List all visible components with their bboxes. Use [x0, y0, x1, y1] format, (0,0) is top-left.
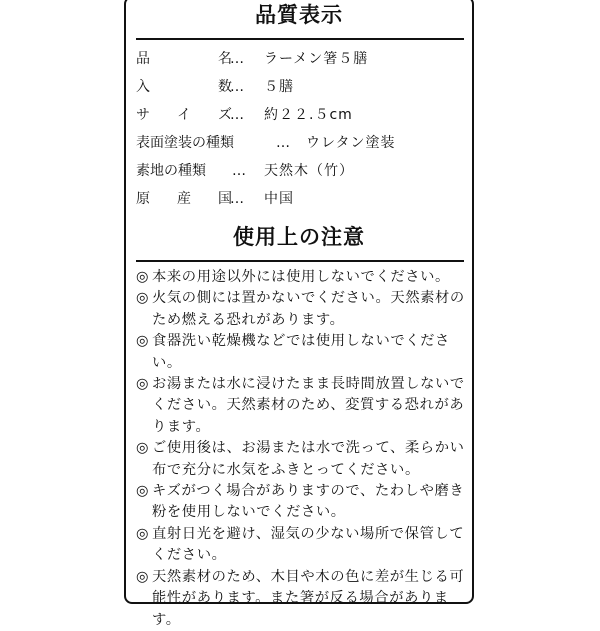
caution-item	[136, 438, 470, 481]
spec-key: 品 名	[136, 51, 232, 67]
caution-text: 直射日光を避け、湿気の少ない場所で保管してください。	[152, 525, 465, 564]
title-divider	[136, 38, 464, 40]
spec-value: ウレタン塗装	[306, 135, 396, 151]
caution-item	[136, 267, 470, 288]
caution-text: 火気の側には置かないでください。天然素材のため燃える恐れがあります。	[152, 290, 465, 328]
spec-key: 入 数	[136, 79, 232, 95]
product-label	[124, 0, 474, 628]
spec-key: 表面塗装の種類	[136, 135, 234, 151]
caution-item	[136, 567, 470, 631]
double-circle-icon: ◎	[136, 483, 150, 500]
caution-item	[136, 288, 470, 331]
spec-separator: …	[230, 51, 244, 67]
spec-separator: …	[230, 79, 244, 95]
caution-item	[136, 374, 470, 438]
caution-text: 本来の用途以外には使用しないでください。	[152, 269, 450, 285]
double-circle-icon: ◎	[136, 440, 150, 457]
spec-key: サ イ ズ	[136, 107, 232, 123]
double-circle-icon: ◎	[136, 269, 150, 285]
spec-separator: …	[276, 135, 290, 151]
caution-text: 食器洗い乾燥機などでは使用しないでください。	[152, 333, 450, 371]
caution-text: お湯または水に浸けたまま長時間放置しないでください。天然素材のため、変質する恐れがあります。	[152, 376, 465, 435]
quality-title: 品質表示	[255, 3, 343, 27]
double-circle-icon: ◎	[136, 376, 150, 393]
double-circle-icon: ◎	[136, 333, 150, 350]
caution-list	[136, 267, 470, 631]
spec-separator: …	[230, 191, 244, 207]
caution-item	[136, 481, 470, 524]
caution-text: ご使用後は、お湯または水で洗って、柔らかい布で充分に水気をふきとってください。	[152, 440, 465, 478]
double-circle-icon: ◎	[136, 525, 150, 542]
caution-text: キズがつく場合がありますので、たわしや磨き粉を使用しないでください。	[152, 483, 465, 521]
caution-item	[136, 524, 470, 567]
spec-value: ラーメン箸５膳	[264, 51, 369, 67]
double-circle-icon: ◎	[136, 568, 150, 585]
caution-title: 使用上の注意	[233, 225, 365, 249]
caution-text: 天然素材のため、木目や木の色に差が生じる可能性があります。また箸が反る場合があります。	[152, 568, 465, 628]
spec-separator: …	[230, 107, 244, 123]
spec-key: 原 産 国	[136, 191, 232, 207]
spec-value: 中国	[264, 191, 294, 207]
spec-value: 約２２.５cm	[264, 107, 353, 123]
caution-divider	[136, 260, 464, 262]
spec-value: ５膳	[264, 79, 294, 95]
spec-value: 天然木（竹）	[264, 163, 354, 179]
spec-separator: …	[232, 163, 246, 179]
spec-key: 素地の種類	[136, 163, 206, 179]
caution-item	[136, 331, 470, 374]
double-circle-icon: ◎	[136, 290, 150, 307]
